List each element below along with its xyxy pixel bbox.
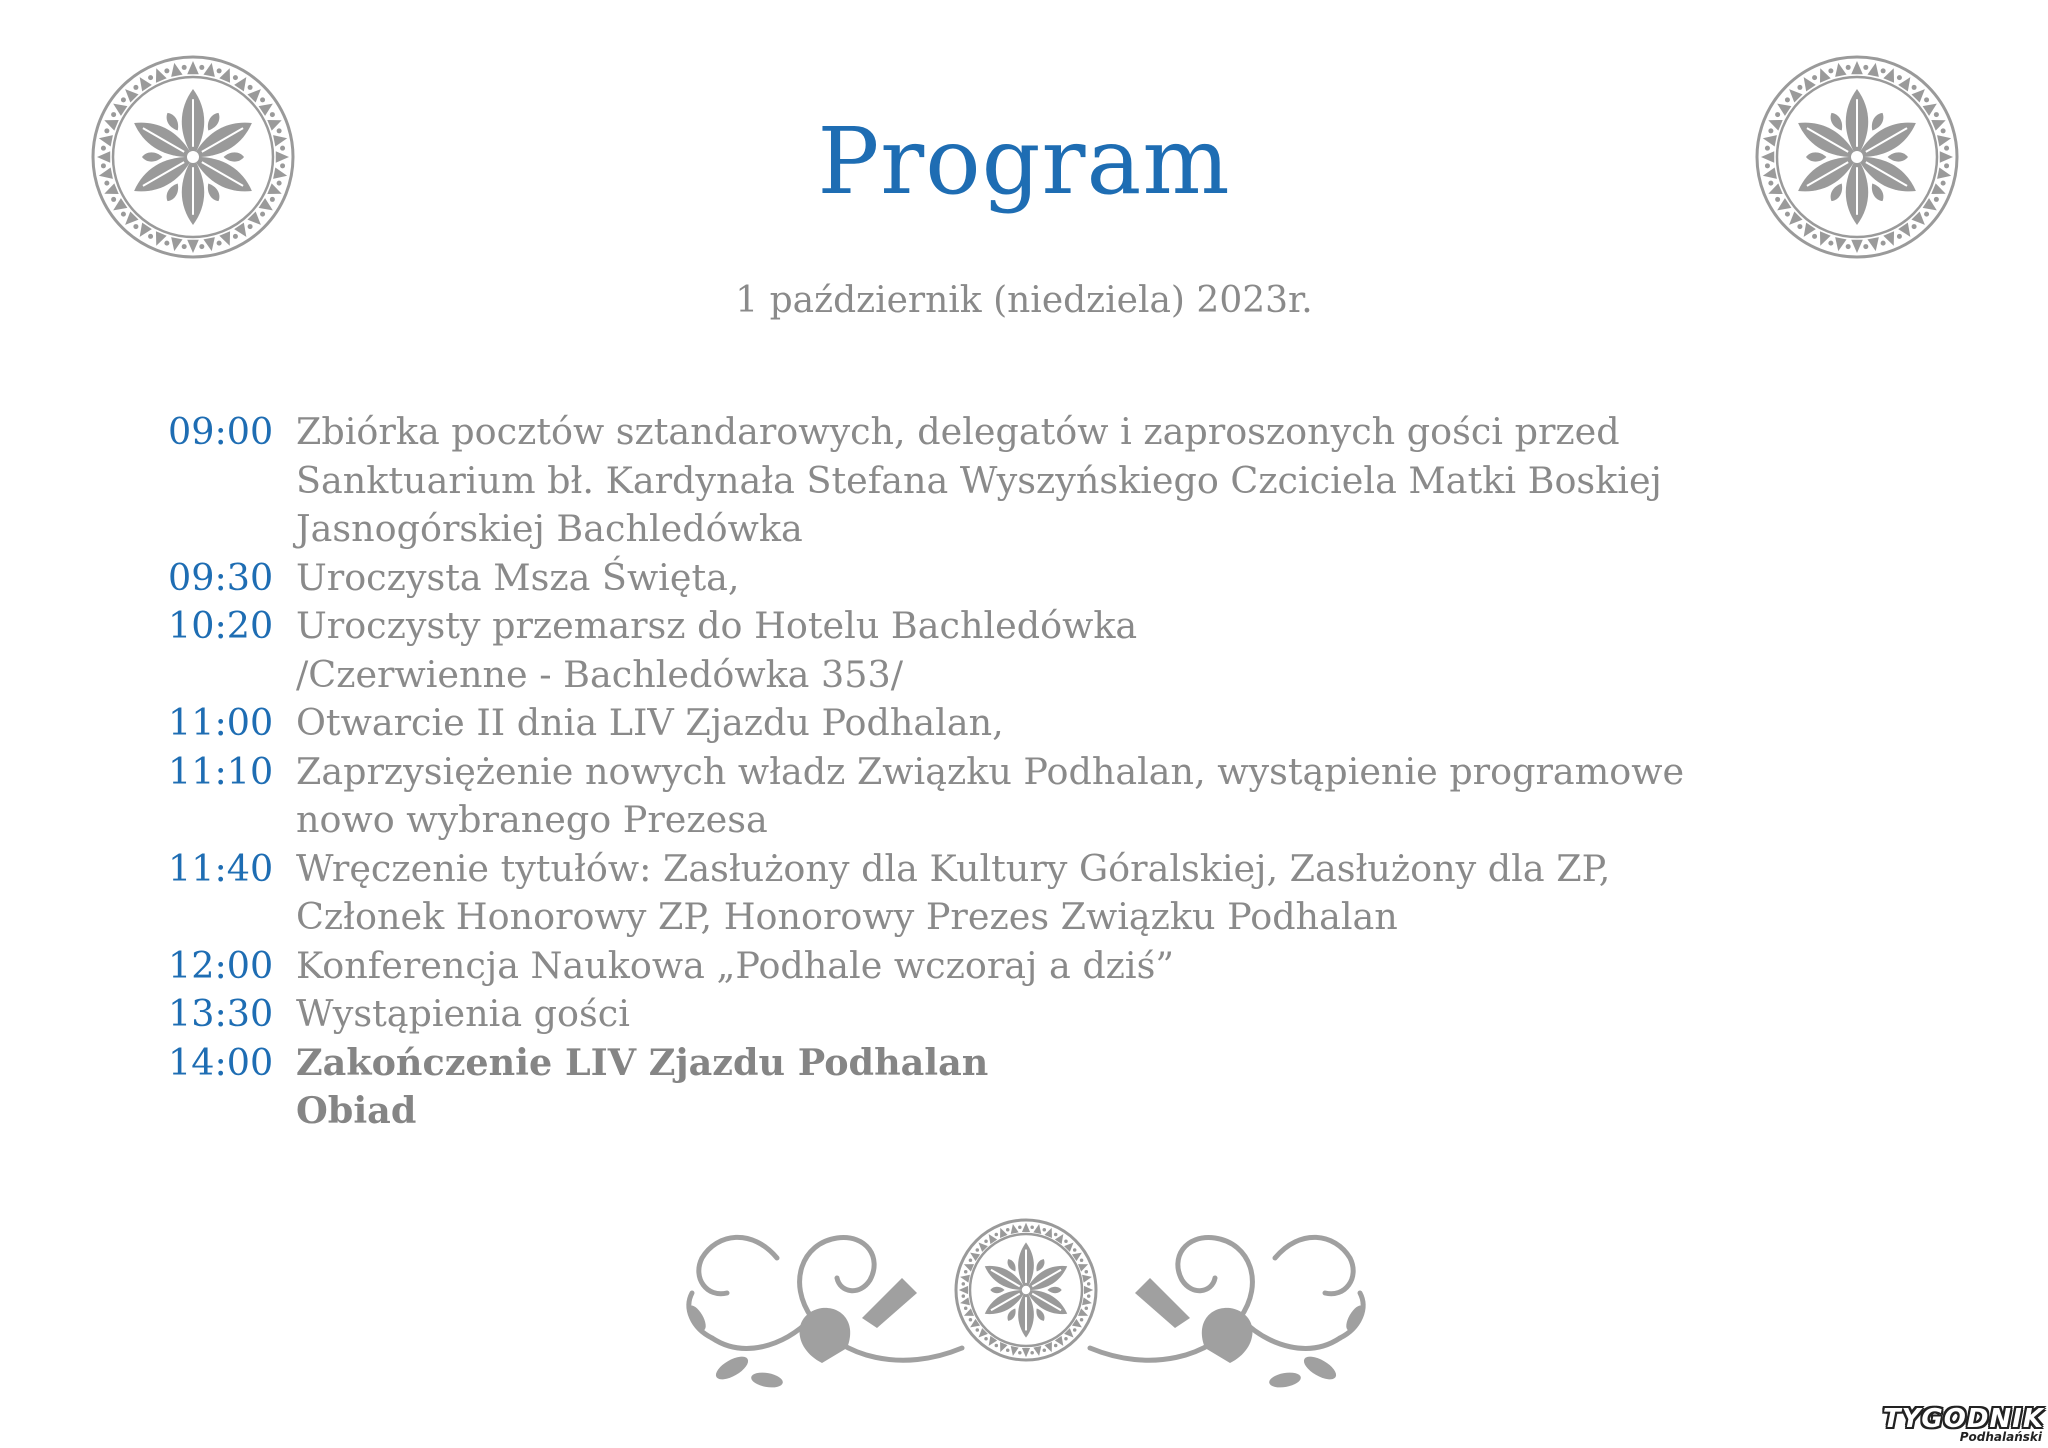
schedule-description [296,602,1868,699]
schedule-time: 11:40 [168,846,274,890]
schedule-line: /Czerwienne - Bachledówka 353/ [296,652,904,696]
schedule-line: Zbiórka pocztów sztandarowych, delegatów i zaproszonych gości przed [296,410,1620,453]
schedule-item [168,408,1868,554]
schedule-time: 11:10 [168,749,274,793]
floral-ornament-icon [672,1198,1380,1398]
schedule-line: Członek Honorowy ZP, Honorowy Prezes Związku Podhalan [296,895,1398,938]
schedule-time: 14:00 [168,1040,274,1084]
schedule-item [168,602,1868,699]
schedule-line: nowo wybranego Prezesa [296,798,768,841]
schedule-item [168,554,1868,603]
schedule-description [296,699,1868,748]
schedule-item [168,990,1868,1039]
schedule-time: 10:20 [168,604,274,647]
schedule-line: Zaprzysiężenie nowych władz Związku Podhalan, wystąpienie programowe [296,749,1685,793]
schedule-line: Sanktuarium bł. Kardynała Stefana Wyszyńskiego Czciciela Matki Boskiej [296,458,1662,502]
schedule-description [296,748,1868,845]
schedule-item [168,699,1868,748]
schedule-description [296,845,1868,942]
schedule-line: Uroczysty przemarsz do Hotelu Bachledówka [296,604,1138,647]
schedule-item [168,942,1868,991]
tygodnik-logo [1862,1404,2044,1446]
logo-line2: Podhalański [1959,1430,2042,1444]
schedule-line: Obiad [296,1089,417,1132]
schedule-item [168,845,1868,942]
schedule-item [168,748,1868,845]
schedule-description [296,990,1868,1039]
schedule-line: Wystąpienia gości [296,992,630,1035]
schedule-description [296,408,1868,554]
schedule-line: Zakończenie LIV Zjazdu Podhalan [296,1040,989,1084]
schedule-line: Uroczysta Msza Święta, [296,555,740,599]
event-date: 1 październik (niedziela) 2023r. [735,280,1313,321]
schedule-description [296,942,1868,991]
schedule-description [296,1039,1868,1136]
schedule-time: 11:00 [168,701,274,744]
page-title: Program [817,108,1231,215]
schedule-line: Otwarcie II dnia LIV Zjazdu Podhalan, [296,701,1004,744]
schedule-line: Wręczenie tytułów: Zasłużony dla Kultury Góralskiej, Zasłużony dla ZP, [296,846,1611,890]
logo-line1: TYGODNIK [1882,1404,2044,1434]
schedule-time: 13:30 [168,992,274,1035]
schedule-time: 09:00 [168,410,274,453]
schedule-line: Jasnogórskiej Bachledówka [296,507,803,550]
schedule-list [168,408,1868,1136]
schedule-time: 12:00 [168,943,274,987]
schedule-description [296,554,1868,603]
schedule-line: Konferencja Naukowa „Podhale wczoraj a dziś” [296,943,1174,987]
schedule-item [168,1039,1868,1136]
schedule-time: 09:30 [168,555,274,599]
